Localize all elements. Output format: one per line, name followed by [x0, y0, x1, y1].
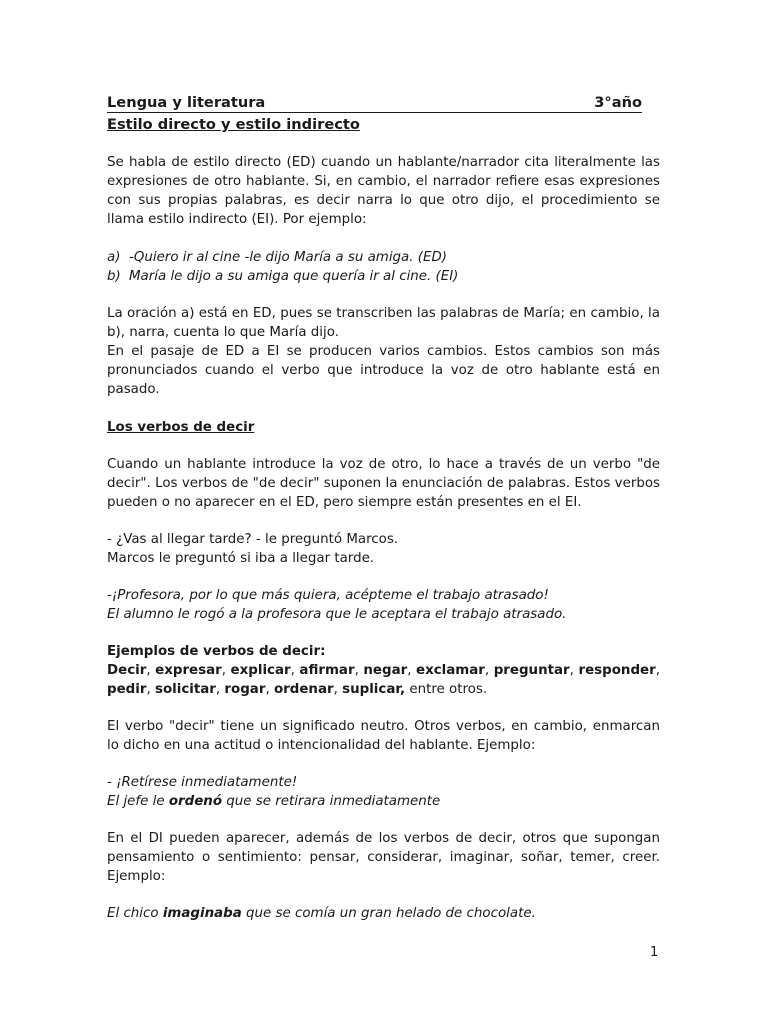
example-direct: - ¡Retírese inmediatamente!	[107, 775, 298, 790]
verbs-heading: Ejemplos de verbos de decir:	[107, 644, 326, 659]
example-text: El jefe le	[107, 794, 169, 809]
list-item	[107, 248, 660, 267]
verb-item: preguntar	[493, 663, 570, 678]
verb-item: suplicar,	[342, 682, 406, 697]
verbs-tail: entre otros.	[405, 682, 488, 697]
example-indirect: El alumno le rogó a la profesora que le aceptara el trabajo atrasado.	[107, 607, 567, 622]
example-2	[107, 530, 660, 568]
example-4	[107, 773, 660, 811]
verbs-list: Decir, expresar, explicar, afirmar, negar, exclamar, preguntar, responder, pedir, solicitar, rogar, ordenar, suplicar, entre otros.	[107, 663, 660, 697]
example-list	[107, 248, 660, 286]
example-5	[107, 904, 660, 923]
verb-item: responder	[578, 663, 656, 678]
explanation-paragraph-2: En el pasaje de ED a EI se producen varios cambios. Estos cambios son más pronunciados cuando el verbo que introduce la voz de otro hablante está en pasado.	[107, 344, 660, 397]
page-number: 1	[650, 945, 659, 960]
list-item	[107, 267, 660, 286]
section-intro-paragraph: Cuando un hablante introduce la voz de otro, lo hace a través de un verbo "de decir". Los verbos de "de decir" suponen la enunciación de palabras. Estos verbos pueden o no aparecer en el ED, pero siempre están presentes en el EI.	[107, 457, 660, 510]
verb-item: pedir	[107, 682, 147, 697]
explanation-paragraph: La oración a) está en ED, pues se transcriben las palabras de María; en cambio, la b), narra, cuenta lo que María dijo.	[107, 306, 660, 340]
verb-item: negar	[363, 663, 408, 678]
list-marker: b)	[107, 269, 121, 284]
example-direct: - ¿Vas al llegar tarde? - le preguntó Marcos.	[107, 532, 399, 547]
header-line	[107, 94, 642, 113]
verb-item: rogar	[224, 682, 266, 697]
section-heading: Los verbos de decir	[107, 420, 255, 435]
verb-item: Decir	[107, 663, 147, 678]
example-text: María le dijo a su amiga que quería ir al cine. (EI)	[129, 269, 459, 284]
example-3	[107, 586, 660, 624]
verb-item: ordenar	[273, 682, 334, 697]
document-body	[107, 94, 660, 923]
example-text: que se comía un gran helado de chocolate.	[241, 906, 536, 921]
example-text: El chico	[107, 906, 163, 921]
verb-item: explicar	[230, 663, 291, 678]
verb-item: exclamar	[416, 663, 485, 678]
example-indirect: Marcos le preguntó si iba a llegar tarde.	[107, 551, 375, 566]
example-text: que se retirara inmediatamente	[222, 794, 441, 809]
example-indirect	[107, 792, 660, 811]
di-paragraph: En el DI pueden aparecer, además de los verbos de decir, otros que supongan pensamiento o sentimiento: pensar, considerar, imaginar, soñar, temer, creer. Ejemplo:	[107, 831, 660, 884]
verb-item: expresar	[155, 663, 222, 678]
grade-label: 3°año	[594, 94, 642, 111]
example-direct: -¡Profesora, por lo que más quiera, acépteme el trabajo atrasado!	[107, 588, 549, 603]
list-marker: a)	[107, 250, 121, 265]
example-text: -Quiero ir al cine -le dijo María a su amiga. (ED)	[129, 250, 447, 265]
document-title: Estilo directo y estilo indirecto	[107, 116, 360, 133]
verb-item: solicitar	[154, 682, 216, 697]
highlighted-verb: imaginaba	[162, 906, 242, 921]
verb-item: afirmar	[299, 663, 355, 678]
neutral-paragraph: El verbo "decir" tiene un significado neutro. Otros verbos, en cambio, enmarcan lo dicho en una actitud o intencionalidad del hablante. Ejemplo:	[107, 719, 660, 753]
subject-label: Lengua y literatura	[107, 94, 266, 111]
highlighted-verb: ordenó	[168, 794, 223, 809]
intro-paragraph: Se habla de estilo directo (ED) cuando un hablante/narrador cita literalmente las expresiones de otro hablante. Si, en cambio, el narrador refiere esas expresiones con sus propias palabras, es decir narra lo que otro dijo, el procedimiento se llama estilo indirecto (EI). Por ejemplo:	[107, 155, 660, 227]
